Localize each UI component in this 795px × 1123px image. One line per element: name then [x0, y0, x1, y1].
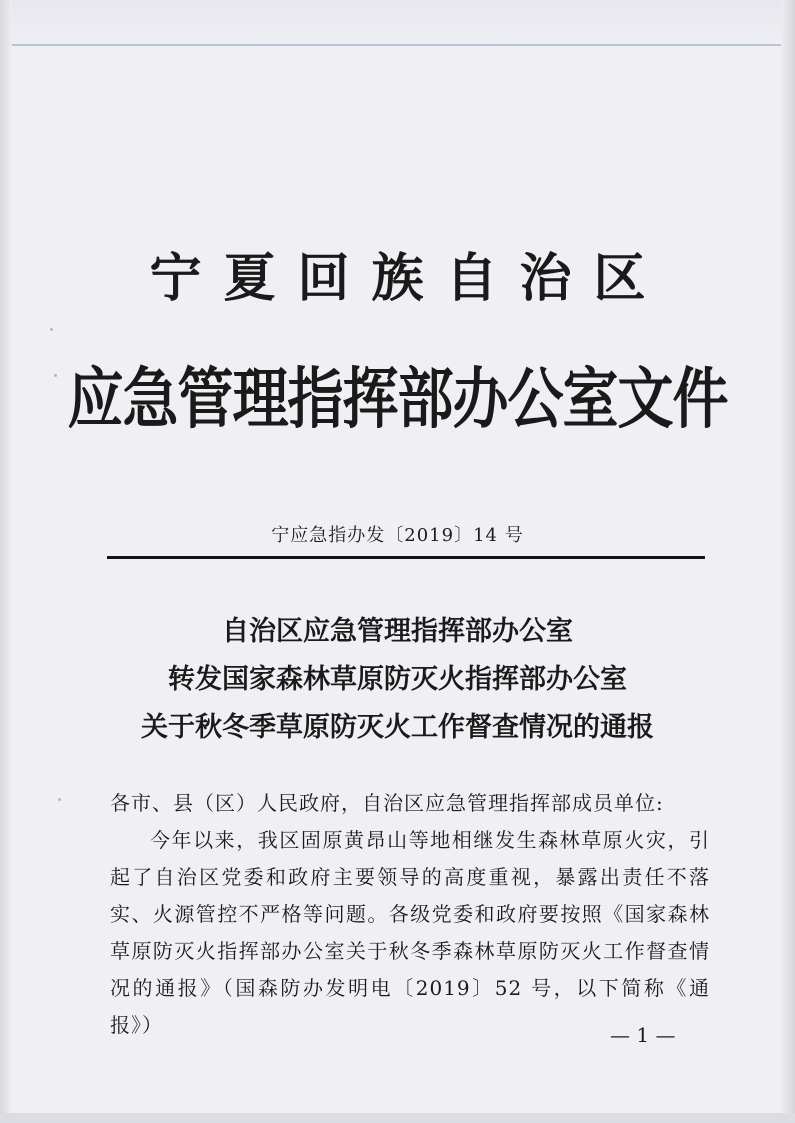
- title-line-1: 自治区应急管理指挥部办公室: [222, 616, 573, 647]
- title-line-2: 转发国家森林草原防灭火指挥部办公室: [168, 664, 627, 695]
- document-body: [110, 785, 710, 1044]
- document-number: 宁应急指办发〔2019〕14 号: [271, 525, 524, 546]
- page-number: — 1 —: [610, 1023, 676, 1047]
- issuer-office-heading: 应急管理指挥部办公室文件: [67, 360, 728, 439]
- header-separator-rule: [107, 556, 705, 559]
- salutation: 各市、县（区）人民政府，自治区应急管理指挥部成员单位:: [110, 791, 664, 815]
- title-line-3: 关于秋冬季草原防灭火工作督查情况的通报: [141, 712, 654, 743]
- document-title: [0, 608, 795, 752]
- issuer-region: 宁夏回族自治区: [149, 248, 668, 309]
- body-paragraph: 今年以来，我区固原黄昂山等地相继发生森林草原火灾，引起了自治区党委和政府主要领导的高度重视，暴露出责任不落实、火源管控不严格等问题。各级党委和政府要按照《国家森林草原防灭火指挥部办公室关于秋冬季森林草原防灭火工作督查情况的通报》（国森防办发明电〔2019〕52 号，以下简称《通报》）: [110, 828, 710, 1037]
